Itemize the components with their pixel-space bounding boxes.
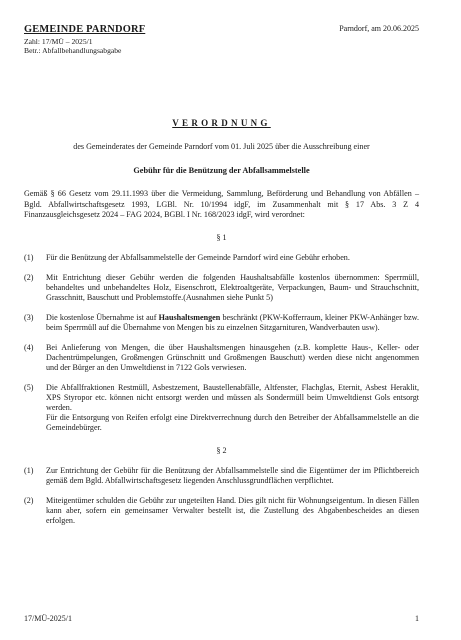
page-footer [24,614,419,624]
subject-line: Betr.: Abfallbehandlungsabgabe [24,46,122,56]
item-number: (2) [24,496,34,506]
item-text-end: beschränkt (PKW-Kofferraum, kleiner PKW-Anhänger bzw. beim Sperrmüll auf die Übernahme von Mengen bis zu einzelnen Sitzgarnituren, Wandverbauten usw). [46,312,419,332]
item-text: Zur Entrichtung der Gebühr für die Benützung der Abfallsammelstelle sind die Eigentümer der im Pflichtbereich gemäß dem Bgld. Abfallwirtschaftsgesetz liegenden Anschlussgrundflächen verpflichtet. [46,466,419,486]
page-number: 1 [415,614,419,624]
place-date: Parndorf, am 20.06.2025 [339,24,419,33]
list-item [24,253,419,263]
item-number: (1) [24,252,34,262]
item-text: Für die Benützung der Abfallsammelstelle der Gemeinde Parndorf wird eine Gebühr erhoben. [46,252,350,262]
item-text-start: Die kostenlose Übernahme ist auf [46,312,159,322]
list-item [24,313,419,333]
section-heading: § 1 [216,232,227,242]
list-item [24,466,419,486]
list-item [24,383,419,433]
item-text: Bei Anlieferung von Mengen, die über Haushaltsmengen hinausgehen (z.B. komplette Haus-, Keller- oder Dachentrümpelungen, Großmengen Grünschnitt und Großmengen Bauschutt) werden diese nicht angenommen und der Bürger an den Umweltdienst in 7122 Gols verwiesen. [46,342,419,372]
item-text: Mit Entrichtung dieser Gebühr werden die folgenden Haushaltsabfälle kostenlos übernommen: Sperrmüll, behandeltes und unbehandeltes Holz, Eisenschrott, Elektroaltgeräte, Verpackungen, Baum- und Strauchschnitt, Grasschnitt, Bauschutt und Problemstoffe.(Ausnahmen siehe Punkt 5) [46,272,419,302]
item-text: Miteigentümer schulden die Gebühr zur ungeteilten Hand. Dies gilt nicht für Wohnungseigentum. In diesen Fällen kann aber, sofern ein gemeinsamer Verwalter bestellt ist, die Zustellung des Abgabenbescheides an diesen erfolgen. [46,496,419,526]
item-text [46,313,419,333]
intro-text: des Gemeinderates der Gemeinde Parndorf vom 01. Juli 2025 über die Ausschreibung einer [73,142,370,152]
legal-basis: Gemäß § 66 Gesetz vom 29.11.1993 über die Vermeidung, Sammlung, Beförderung und Behandlung von Abfällen – Bgld. Abfallwirtschaftsgesetz 1993, LGBl. Nr. 10/1994 idgF, im Zusammenhalt mit § 17 Abs. 3 Z 4 Finanzausgleichsgesetz 2024 – FAG 2024, BGBl. I Nr. 168/2023 idgF, wird verordnet: [24,189,419,219]
document-subtitle: Gebühr für die Benützung der Abfallsammelstelle [133,166,310,176]
item-extra-text: Für die Entsorgung von Reifen erfolgt eine Direktverrechnung durch den Betreiber der Abfallsammelstelle an die Gemeindebürger. [46,412,419,432]
municipality-name: GEMEINDE PARNDORF [24,24,146,35]
list-item [24,273,419,303]
item-text: Die Abfallfraktionen Restmüll, Asbestzement, Baustellenabfälle, Altfenster, Flachglas, Eternit, Asbest Heraklit, XPS Styropor etc. können nicht entsorgt werden und müssen als Sondermüll beim Umweltdienst Gols entsorgt werden. [46,382,419,412]
item-text-block [46,383,419,433]
item-number: (2) [24,272,34,282]
section-1-list [24,253,419,433]
item-number: (3) [24,312,34,322]
emphasis-text: Haushaltsmengen [158,312,221,322]
item-number: (4) [24,342,34,352]
item-number: (1) [24,466,34,476]
footer-reference: 17/MÜ-2025/1 [24,614,72,624]
list-item [24,496,419,526]
list-item [24,343,419,373]
reference-number: Zahl: 17/MÜ – 2025/1 [24,36,93,46]
section-2-list [24,466,419,526]
letterhead [24,24,419,72]
document-title: VERORDNUNG [172,118,271,128]
section-heading: § 2 [216,446,227,456]
item-number: (5) [24,382,34,392]
